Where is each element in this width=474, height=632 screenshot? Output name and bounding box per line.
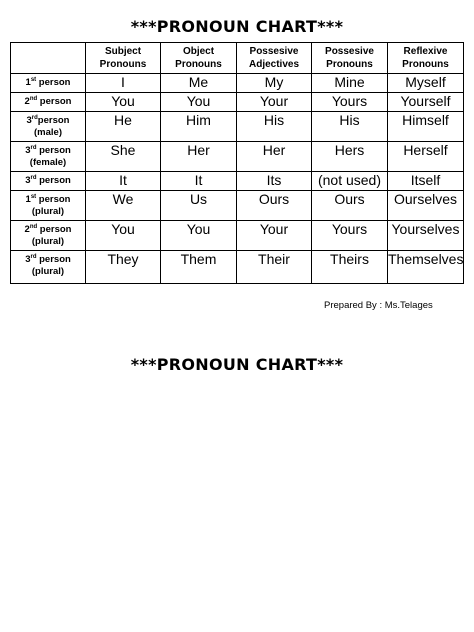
table-cell: My: [237, 74, 312, 93]
table-cell: She: [86, 142, 161, 172]
table-cell: Him: [161, 112, 237, 142]
row-label: 3rd person (plural): [11, 251, 86, 284]
table-row: [11, 172, 464, 191]
table-cell: His: [312, 112, 388, 142]
table-cell: Myself: [388, 74, 464, 93]
row-label: 1st person (plural): [11, 191, 86, 221]
table-cell: Yourselves: [388, 221, 464, 251]
table-cell: Mine: [312, 74, 388, 93]
table-cell: Ours: [237, 191, 312, 221]
row-label: 2nd person: [11, 93, 86, 112]
table-cell: You: [86, 93, 161, 112]
table-cell: We: [86, 191, 161, 221]
table-cell: Yours: [312, 93, 388, 112]
table-cell: Them: [161, 251, 237, 284]
table-cell: You: [161, 221, 237, 251]
table-cell: Yourself: [388, 93, 464, 112]
row-label: 3rd person: [11, 172, 86, 191]
table-cell: They: [86, 251, 161, 284]
table-cell: Hers: [312, 142, 388, 172]
row-label: 3rdperson (male): [11, 112, 86, 142]
table-cell: Its: [237, 172, 312, 191]
table-cell: Her: [237, 142, 312, 172]
table-row: [11, 74, 464, 93]
table-cell: Ours: [312, 191, 388, 221]
table-cell: Your: [237, 221, 312, 251]
page-title: ***PRONOUN CHART***: [130, 17, 344, 36]
table-row: [11, 93, 464, 112]
table-cell: Ourselves: [388, 191, 464, 221]
prepared-by-text: Prepared By : Ms.Telages: [324, 300, 433, 311]
table-cell: It: [161, 172, 237, 191]
table-cell: It: [86, 172, 161, 191]
table-cell: His: [237, 112, 312, 142]
table-cell: (not used): [312, 172, 388, 191]
table-cell: Your: [237, 93, 312, 112]
table-cell: Themselves: [388, 251, 464, 284]
table-cell: Her: [161, 142, 237, 172]
table-row: [11, 221, 464, 251]
table-row: [11, 251, 464, 284]
table-cell: You: [86, 221, 161, 251]
table-cell: Theirs: [312, 251, 388, 284]
row-label: 3rd person (female): [11, 142, 86, 172]
page-title-repeat: ***PRONOUN CHART***: [130, 355, 344, 374]
table-row: [11, 142, 464, 172]
table-cell: Herself: [388, 142, 464, 172]
header-cell-subject: Subject Pronouns: [86, 43, 161, 74]
table-cell: Itself: [388, 172, 464, 191]
header-row: [11, 43, 464, 74]
header-cell-reflexive: Reflexive Pronouns: [388, 43, 464, 74]
table-row: [11, 191, 464, 221]
table-cell: Us: [161, 191, 237, 221]
header-cell-possessive-pronouns: Possesive Pronouns: [312, 43, 388, 74]
row-label: 1st person: [11, 74, 86, 93]
table-row: [11, 112, 464, 142]
table-cell: You: [161, 93, 237, 112]
table-cell: He: [86, 112, 161, 142]
pronoun-chart-table: [10, 42, 464, 284]
table-cell: Me: [161, 74, 237, 93]
table-cell: I: [86, 74, 161, 93]
header-cell-object: Object Pronouns: [161, 43, 237, 74]
table-cell: Himself: [388, 112, 464, 142]
row-label: 2nd person (plural): [11, 221, 86, 251]
table-cell: Their: [237, 251, 312, 284]
header-cell-possessive-adjectives: Possesive Adjectives: [237, 43, 312, 74]
table-cell: Yours: [312, 221, 388, 251]
header-corner-cell: [11, 43, 86, 74]
